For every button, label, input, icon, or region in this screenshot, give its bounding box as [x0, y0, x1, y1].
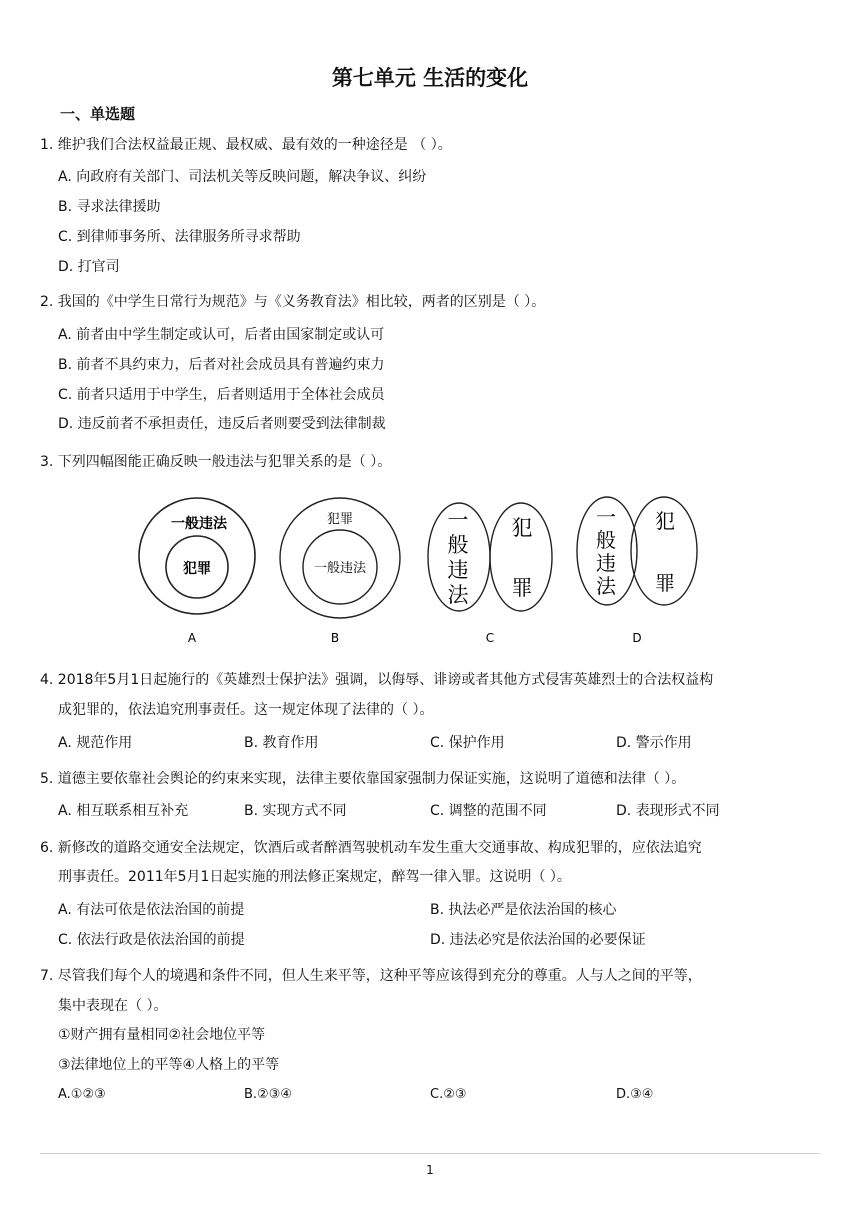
- venn-diagram-figure: [0, 490, 860, 650]
- figure-d-left-char-2: 般: [596, 528, 616, 552]
- question-1-stem: 1. 维护我们合法权益最正规、最权威、最有效的一种途径是 （ ）。: [40, 137, 452, 153]
- question-7-option-a[interactable]: A.①②③: [58, 1087, 106, 1102]
- question-5-option-a[interactable]: A. 相互联系相互补充: [58, 803, 189, 819]
- question-6-option-a[interactable]: A. 有法可依是依法治国的前提: [58, 902, 245, 918]
- question-5-option-d[interactable]: D. 表现形式不同: [616, 803, 720, 819]
- figure-c-right-char-2: 罪: [511, 576, 533, 600]
- question-7-option-b[interactable]: B.②③④: [244, 1087, 293, 1102]
- question-7-stem-line-1: 7. 尽管我们每个人的境遇和条件不同，但人生来平等，这种平等应该得到充分的尊重。人与人之间的平等，: [40, 968, 702, 984]
- question-5-stem: 5. 道德主要依靠社会舆论的约束来实现，法律主要依靠国家强制力保证实施，这说明了道德和法律（ ）。: [40, 771, 686, 787]
- question-4-option-a[interactable]: A. 规范作用: [58, 735, 133, 751]
- question-7-option-c[interactable]: C.②③: [430, 1087, 467, 1102]
- page-number: 1: [426, 1163, 434, 1177]
- figure-c-left-char-4: 法: [447, 583, 469, 607]
- question-6-option-d[interactable]: D. 违法必究是依法治国的必要保证: [430, 932, 646, 948]
- page-title: 第七单元 生活的变化: [331, 66, 529, 90]
- figure-d-caption: D: [632, 631, 642, 645]
- question-1-option-b[interactable]: B. 寻求法律援助: [58, 199, 161, 215]
- figure-c-left-char-2: 般: [447, 533, 469, 557]
- question-3-stem: 3. 下列四幅图能正确反映一般违法与犯罪关系的是（ ）。: [40, 454, 392, 470]
- question-6-stem-line-2: 刑事责任。2011年5月1日起实施的刑法修正案规定，醉驾一律入罪。这说明（ ）。: [58, 869, 571, 885]
- question-2-option-c[interactable]: C. 前者只适用于中学生，后者则适用于全体社会成员: [58, 387, 385, 403]
- figure-b-caption: B: [330, 631, 340, 645]
- question-2-option-b[interactable]: B. 前者不具约束力，后者对社会成员具有普遍约束力: [58, 357, 385, 373]
- figure-c-left-char-3: 违: [447, 558, 469, 582]
- question-6-option-b[interactable]: B. 执法必严是依法治国的核心: [430, 902, 617, 918]
- figure-d-left-char-4: 法: [596, 574, 616, 598]
- figure-c-right-char-1: 犯: [511, 516, 533, 540]
- question-2-stem: 2. 我国的《中学生日常行为规范》与《义务教育法》相比较，两者的区别是（ ）。: [40, 294, 546, 310]
- figure-a[interactable]: [139, 498, 255, 645]
- question-2-option-a[interactable]: A. 前者由中学生制定或认可，后者由国家制定或认可: [58, 327, 385, 343]
- question-5-option-c[interactable]: C. 调整的范围不同: [430, 803, 547, 819]
- question-7-statement-line-2: ③法律地位上的平等④人格上的平等: [58, 1057, 280, 1073]
- figure-a-caption: A: [187, 631, 197, 645]
- figure-a-outer-label: 一般违法: [171, 516, 227, 532]
- figure-d-right-char-2: 罪: [655, 571, 675, 595]
- figure-b-outer-label: 犯罪: [326, 512, 354, 527]
- figure-d-right-char-1: 犯: [655, 509, 675, 533]
- figure-b-inner-label: 一般违法: [313, 561, 367, 576]
- question-2-option-d[interactable]: D. 违反前者不承担责任，违反后者则要受到法律制裁: [58, 416, 386, 432]
- question-7-stem-line-2: 集中表现在（ ）。: [58, 998, 168, 1014]
- figure-d-left-char-3: 违: [596, 551, 616, 575]
- question-4-option-b[interactable]: B. 教育作用: [244, 735, 319, 751]
- question-7-option-d[interactable]: D.③④: [616, 1087, 654, 1102]
- question-7-statement-line-1: ①财产拥有量相同②社会地位平等: [58, 1027, 266, 1043]
- question-5-option-b[interactable]: B. 实现方式不同: [244, 803, 347, 819]
- figure-b[interactable]: [280, 498, 400, 645]
- figure-d-left-char-1: 一: [596, 505, 616, 529]
- figure-a-inner-label: 犯罪: [183, 561, 211, 577]
- question-4-stem-line-1: 4. 2018年5月1日起施行的《英雄烈士保护法》强调，以侮辱、诽谤或者其他方式侵害英雄烈士的合法权益构: [40, 672, 714, 688]
- question-6-stem-line-1: 6. 新修改的道路交通安全法规定，饮酒后或者醉酒驾驶机动车发生重大交通事故、构成犯罪的，应依法追究: [40, 840, 702, 856]
- footer-divider: [40, 1153, 820, 1154]
- figure-d[interactable]: [577, 497, 697, 645]
- question-1-option-d[interactable]: D. 打官司: [58, 259, 120, 275]
- question-4-stem-line-2: 成犯罪的，依法追究刑事责任。这一规定体现了法律的（ ）。: [58, 702, 434, 718]
- question-4-option-c[interactable]: C. 保护作用: [430, 735, 505, 751]
- figure-c-caption: C: [485, 631, 495, 645]
- figure-c[interactable]: [428, 503, 552, 645]
- section-heading: 一、单选题: [60, 105, 136, 123]
- question-4-option-d[interactable]: D. 警示作用: [616, 735, 692, 751]
- question-6-option-c[interactable]: C. 依法行政是依法治国的前提: [58, 932, 245, 948]
- figure-c-left-char-1: 一: [447, 508, 469, 532]
- question-1-option-c[interactable]: C. 到律师事务所、法律服务所寻求帮助: [58, 229, 301, 245]
- question-1-option-a[interactable]: A. 向政府有关部门、司法机关等反映问题，解决争议、纠纷: [58, 169, 427, 185]
